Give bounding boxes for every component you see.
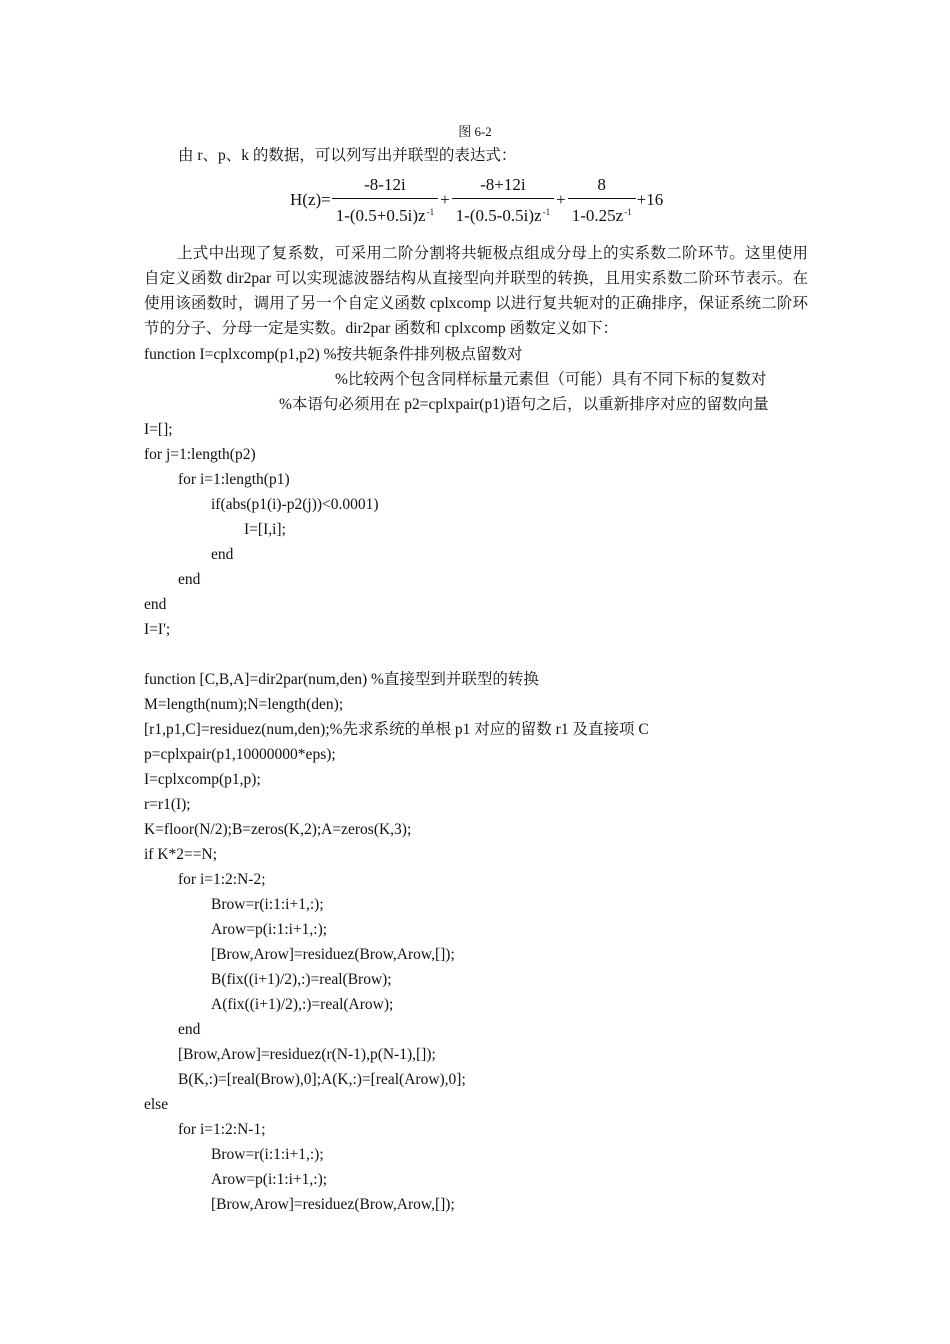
body-paragraph: 上式中出现了复系数，可采用二阶分割将共轭极点组成分母上的实系数二阶环节。这里使用自定义函数 dir2par 可以实现滤波器结构从直接型向并联型的转换，且用实系数二阶环节表示。在使用该函数时，调用了另一个自定义函数 cplxcomp 以进行复共轭对的正确排序，保证系统二阶环节的分子、分母一定是实数。dir2par 函数和 cplxcomp 函数定义如下： <box>144 245 808 337</box>
code-line: function [C,B,A]=dir2par(num,den) %直接型到并联型的转换 <box>144 671 539 688</box>
code-line: [Brow,Arow]=residuez(Brow,Arow,[]); <box>211 1196 455 1213</box>
code-line: p=cplxpair(p1,10000000*eps); <box>144 746 336 763</box>
formula-lhs: H(z)= <box>290 190 331 209</box>
code-line: I=[I,i]; <box>244 521 286 538</box>
code-line: I=[]; <box>144 421 173 438</box>
parallel-form-equation <box>290 176 663 224</box>
plus-sign: + <box>440 190 450 209</box>
denominator: $1-0.25z^{-1}$ <box>568 198 636 226</box>
code-line: for j=1:length(p2) <box>144 446 256 463</box>
code-line: M=length(num);N=length(den); <box>144 696 344 713</box>
code-line: [Brow,Arow]=residuez(Brow,Arow,[]); <box>211 946 455 963</box>
code-line: for i=1:length(p1) <box>178 471 290 488</box>
fraction-term-1 <box>332 175 438 226</box>
code-line: Brow=r(i:1:i+1,:); <box>211 896 324 913</box>
code-line: B(fix((i+1)/2),:)=real(Brow); <box>211 971 392 988</box>
code-line: [r1,p1,C]=residuez(num,den);%先求系统的单根 p1 对应的留数 r1 及直接项 C <box>144 721 649 738</box>
code-line: B(K,:)=[real(Brow),0];A(K,:)=[real(Arow),0]; <box>178 1071 466 1088</box>
figure-caption: 图 6-2 <box>458 124 492 139</box>
code-line: end <box>144 596 167 613</box>
code-listing <box>0 342 769 1217</box>
code-line: K=floor(N/2);B=zeros(K,2);A=zeros(K,3); <box>144 821 412 838</box>
code-line: Arow=p(i:1:i+1,:); <box>211 921 328 938</box>
intro-line: 由 r、p、k 的数据，可以列写出并联型的表达式： <box>178 147 517 164</box>
fraction-term-2 <box>452 175 554 226</box>
denominator: $1-(0.5+0.5i)z^{-1}$ <box>332 198 438 226</box>
code-line: r=r1(I); <box>144 796 191 813</box>
code-line: Arow=p(i:1:i+1,:); <box>211 1171 328 1188</box>
code-line: I=I'; <box>144 621 171 638</box>
numerator: -8-12i <box>364 174 406 194</box>
numerator: 8 <box>597 174 606 194</box>
code-line: if(abs(p1(i)-p2(j))<0.0001) <box>211 496 379 513</box>
code-line: end <box>178 571 201 588</box>
numerator: -8+12i <box>480 174 526 194</box>
formula-constant: +16 <box>636 190 664 209</box>
code-line: Brow=r(i:1:i+1,:); <box>211 1146 324 1163</box>
fraction-term-3 <box>568 175 636 226</box>
code-line: if K*2==N; <box>144 846 218 863</box>
code-comment-line: %本语句必须用在 p2=cplxpair(p1)语句之后，以重新排序对应的留数向量 <box>279 396 769 413</box>
code-line: else <box>144 1096 169 1113</box>
code-line: [Brow,Arow]=residuez(r(N-1),p(N-1),[]); <box>178 1046 436 1063</box>
code-line: for i=1:2:N-1; <box>178 1121 266 1138</box>
code-line: end <box>211 546 234 563</box>
denominator: $1-(0.5-0.5i)z^{-1}$ <box>452 198 554 226</box>
code-line: I=cplxcomp(p1,p); <box>144 771 261 788</box>
blank-line <box>0 642 769 667</box>
code-line: function I=cplxcomp(p1,p2) %按共轭条件排列极点留数对 <box>144 346 523 363</box>
code-line: for i=1:2:N-2; <box>178 871 266 888</box>
plus-sign: + <box>556 190 566 209</box>
code-line: end <box>178 1021 201 1038</box>
code-line: A(fix((i+1)/2),:)=real(Arow); <box>211 996 394 1013</box>
code-comment-line: %比较两个包含同样标量元素但（可能）具有不同下标的复数对 <box>335 371 767 388</box>
